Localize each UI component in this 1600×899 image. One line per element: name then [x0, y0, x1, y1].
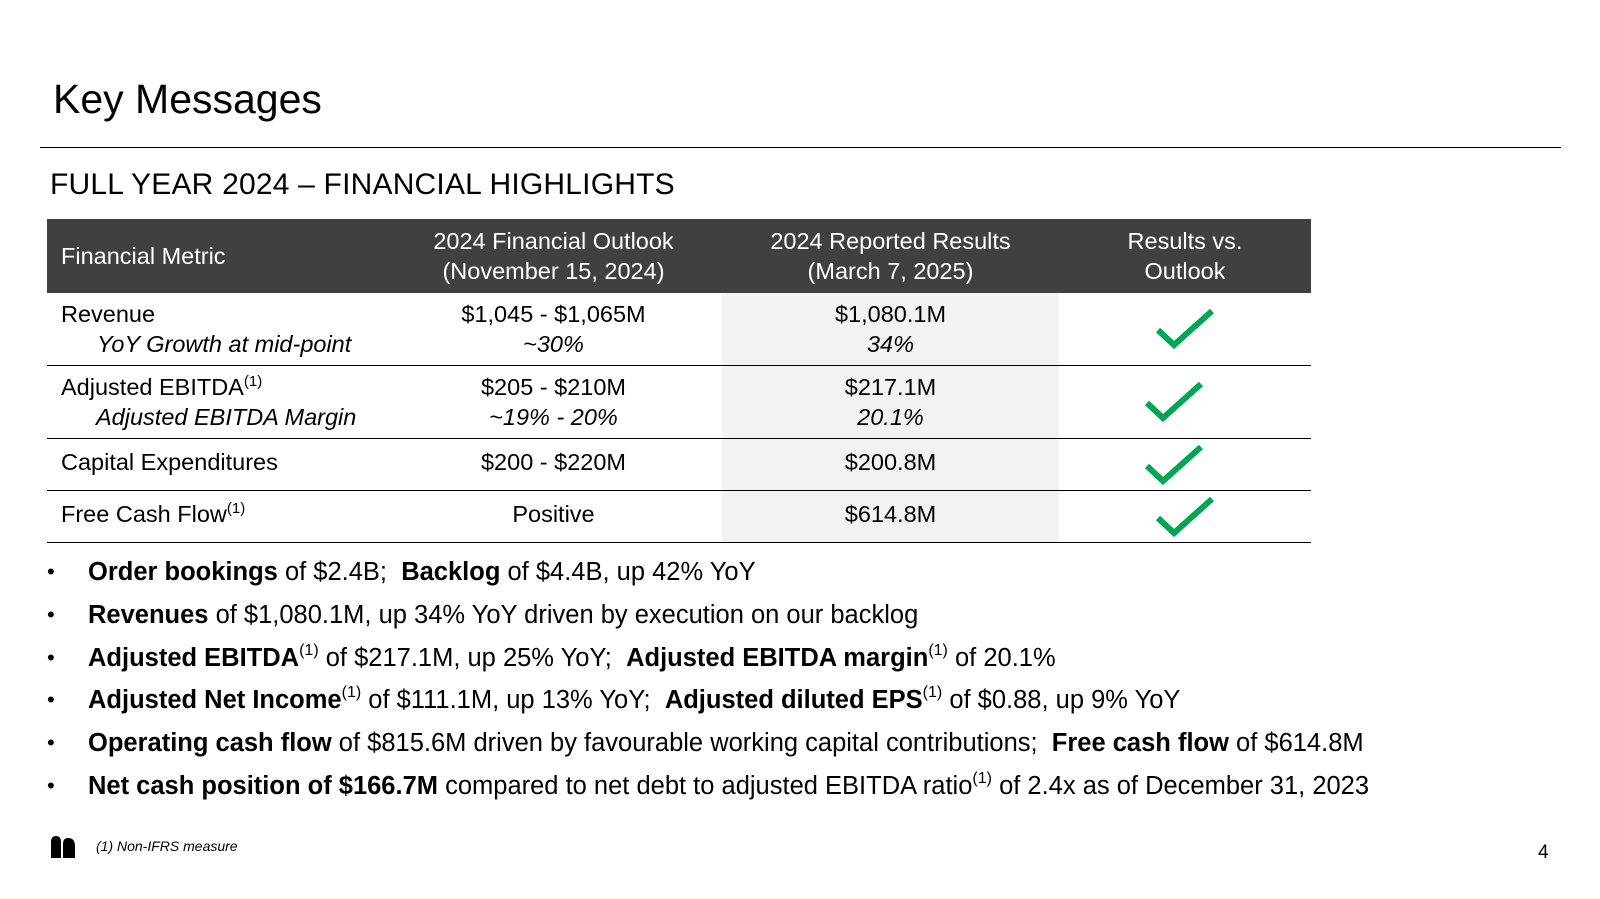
- table-header-row: [47, 219, 1311, 293]
- list-item: [47, 726, 1369, 769]
- metric-label: Revenue: [61, 301, 156, 327]
- section-heading: FULL YEAR 2024 – FINANCIAL HIGHLIGHTS: [50, 168, 675, 201]
- metric-cell: [47, 293, 385, 366]
- metric-label: Free Cash Flow: [61, 501, 227, 527]
- bullet-bold-text: Adjusted EBITDA: [88, 643, 300, 672]
- footnote-marker: (1): [972, 769, 992, 787]
- footnote-marker: (1): [922, 684, 943, 702]
- table-row-adjusted-ebitda: [47, 366, 1311, 439]
- bullet-marker: •: [47, 644, 55, 670]
- header-financial-metric: [47, 219, 385, 293]
- metric-label-line: [61, 491, 385, 529]
- status-cell: [1059, 491, 1311, 543]
- bullet-bold-text: Order bookings: [88, 558, 278, 586]
- bullet-text: of $815.6M driven by favourable working capital contributions;: [331, 729, 1052, 758]
- bullet-marker: •: [47, 772, 55, 798]
- reported-value: $1,080.1M: [834, 301, 947, 327]
- footnote-marker: (1): [341, 684, 362, 702]
- outlook-value: $1,045 - $1,065M: [461, 301, 646, 327]
- outlook-value: $200 - $220M: [480, 449, 627, 475]
- bullet-text: of $217.1M, up 25% YoY;: [318, 643, 627, 672]
- header-financial-metric-label: Financial Metric: [61, 243, 226, 269]
- bullet-text: of $2.4B;: [277, 558, 402, 586]
- bullet-bold-text: Revenues: [88, 600, 209, 629]
- metric-label-line: [61, 366, 385, 402]
- check-icon: [1154, 494, 1216, 540]
- header-results-vs-outlook-line2: Outlook: [1144, 258, 1226, 284]
- reported-value: $614.8M: [844, 501, 937, 527]
- bullet-text: of $111.1M, up 13% YoY;: [361, 686, 665, 715]
- check-icon: [1143, 442, 1205, 488]
- bullet-marker: •: [47, 687, 55, 713]
- list-item: [47, 769, 1369, 812]
- footnote-marker: (1): [928, 641, 948, 659]
- metric-cell: [47, 491, 385, 543]
- bullet-bold-text: Backlog: [401, 558, 501, 586]
- bullet-marker: •: [47, 559, 55, 584]
- check-icon: [1154, 306, 1216, 352]
- sub-metric-label: YoY Growth at mid-point: [97, 331, 352, 357]
- list-item: [47, 598, 1369, 641]
- bullet-text: of 20.1%: [947, 643, 1056, 672]
- bullet-text: of 2.4x as of December 31, 2023: [991, 771, 1370, 800]
- outlook-sub-value: ~30%: [523, 331, 584, 357]
- reported-value: $200.8M: [844, 449, 937, 475]
- page-title: Key Messages: [53, 76, 322, 122]
- outlook-cell: [385, 439, 722, 491]
- table-row-free-cash-flow: [47, 491, 1311, 543]
- reported-cell: [722, 366, 1059, 439]
- list-item: [47, 683, 1369, 726]
- title-divider: [40, 147, 1561, 148]
- company-logo-icon: [50, 835, 76, 859]
- status-cell: [1059, 439, 1311, 491]
- reported-sub-value: 34%: [866, 331, 915, 357]
- bullet-text: of $614.8M: [1228, 729, 1364, 758]
- footnote-marker: (1): [243, 373, 263, 390]
- highlights-bullet-list: [47, 555, 1369, 812]
- reported-value: $217.1M: [844, 374, 937, 400]
- list-item: [47, 555, 1369, 598]
- footnote-marker: (1): [299, 641, 319, 659]
- header-results-vs-outlook-line1: Results vs.: [1127, 228, 1243, 254]
- bullet-text: compared to net debt to adjusted EBITDA ratio: [438, 771, 973, 800]
- outlook-cell: [385, 491, 722, 543]
- header-results-vs-outlook: [1059, 219, 1311, 293]
- metric-cell: [47, 366, 385, 439]
- check-icon: [1143, 379, 1205, 425]
- bullet-bold-text: Free cash flow: [1051, 729, 1229, 758]
- footnote-marker: (1): [226, 500, 246, 517]
- header-financial-outlook: [385, 219, 722, 293]
- outlook-cell: [385, 366, 722, 439]
- reported-cell: [722, 439, 1059, 491]
- header-financial-outlook-line2: (November 15, 2024): [442, 258, 665, 284]
- reported-sub-value: 20.1%: [857, 404, 924, 430]
- bullet-text: of $0.88, up 9% YoY: [942, 686, 1181, 715]
- bullet-bold-text: Net cash position of $166.7M: [88, 771, 439, 800]
- header-reported-results: [722, 219, 1059, 293]
- financial-highlights-table: [47, 219, 1311, 543]
- bullet-bold-text: Adjusted Net Income: [88, 686, 342, 715]
- reported-cell: [722, 293, 1059, 366]
- header-financial-outlook-line1: 2024 Financial Outlook: [433, 228, 674, 254]
- footnote: (1) Non-IFRS measure: [96, 838, 238, 854]
- metric-label: Capital Expenditures: [61, 449, 278, 475]
- table-row-revenue: [47, 293, 1311, 366]
- bullet-bold-text: Operating cash flow: [88, 729, 332, 758]
- reported-cell: [722, 491, 1059, 543]
- bullet-text: of $4.4B, up 42% YoY: [500, 558, 756, 586]
- bullet-bold-text: Adjusted diluted EPS: [664, 686, 923, 715]
- header-reported-results-line1: 2024 Reported Results: [770, 228, 1011, 254]
- page-number: 4: [1538, 842, 1549, 863]
- status-cell: [1059, 293, 1311, 366]
- outlook-cell: [385, 293, 722, 366]
- bullet-bold-text: Adjusted EBITDA margin: [626, 643, 929, 672]
- sub-metric-label: Adjusted EBITDA Margin: [96, 404, 357, 430]
- header-reported-results-line2: (March 7, 2025): [807, 258, 974, 284]
- list-item: [47, 641, 1369, 684]
- outlook-value: $205 - $210M: [480, 374, 627, 400]
- metric-cell: [47, 439, 385, 491]
- status-cell: [1059, 366, 1311, 439]
- bullet-text: of $1,080.1M, up 34% YoY driven by execution on our backlog: [208, 600, 919, 629]
- metric-label: Adjusted EBITDA: [61, 374, 244, 400]
- table-row-capital-expenditures: [47, 439, 1311, 491]
- bullet-marker: •: [47, 730, 55, 756]
- bullet-marker: •: [47, 601, 55, 627]
- outlook-sub-value: ~19% - 20%: [489, 404, 618, 430]
- outlook-value: Positive: [512, 501, 595, 527]
